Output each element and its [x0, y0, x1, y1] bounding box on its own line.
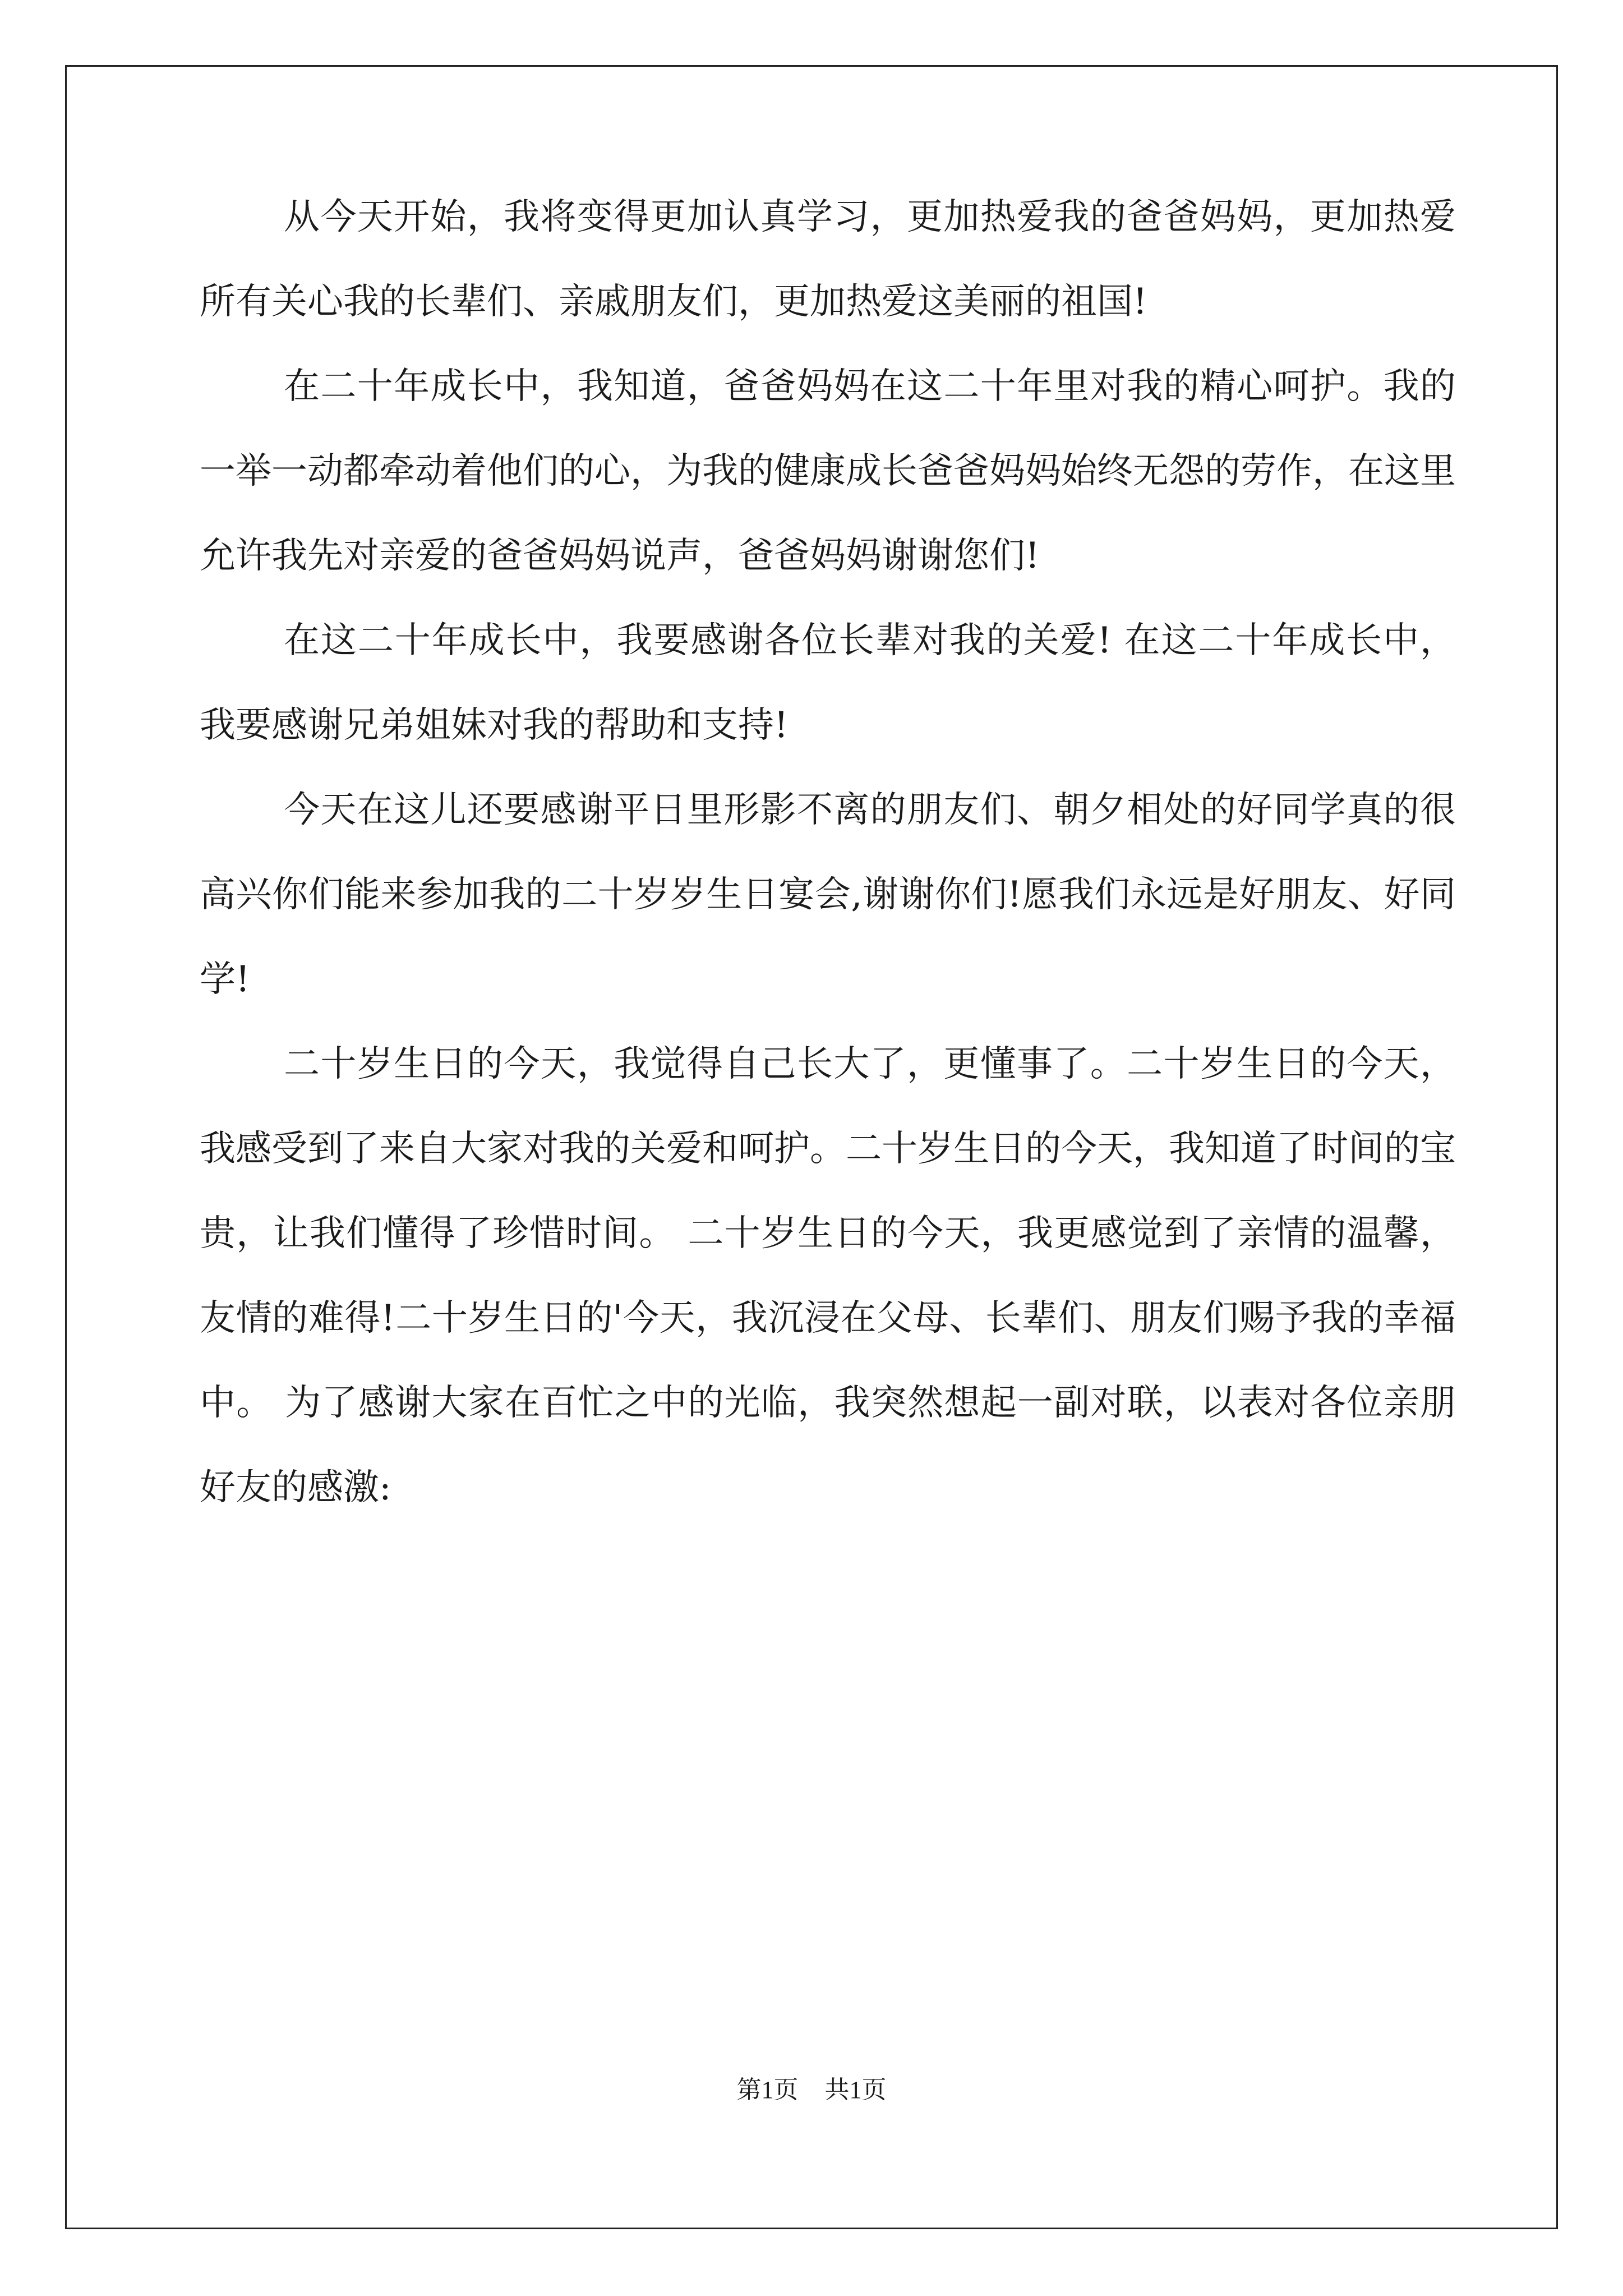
paragraph: 二十岁生日的今天，我觉得自己长大了，更懂事了。二十岁生日的今天，我感受到了来自大家对我的关爱和呵护。二十岁生日的今天，我知道了时间的宝贵，让我们懂得了珍惜时间。 二十岁生日的今天，我更感觉到了亲情的温馨，友情的难得!二十岁生日的'今天，我沉浸在父母、长辈们、朋友们赐予我的幸福中。 为了感谢大家在百忙之中的光临，我突然想起一副对联，以表对各位亲朋好友的感激:: [200, 1043, 1456, 1508]
page-number-total: 共1页: [824, 2076, 887, 2104]
paragraph: 今天在这儿还要感谢平日里形影不离的朋友们、朝夕相处的好同学真的很高兴你们能来参加我的二十岁岁生日宴会,谢谢你们!愿我们永远是好朋友、好同学!: [200, 789, 1456, 1000]
page-number-current: 第1页: [736, 2076, 799, 2104]
paragraph: 从今天开始，我将变得更加认真学习，更加热爱我的爸爸妈妈，更加热爱所有关心我的长辈们、亲戚朋友们，更加热爱这美丽的祖国!: [200, 196, 1456, 323]
page-footer: [0, 2073, 1623, 2107]
paragraph: 在二十年成长中，我知道，爸爸妈妈在这二十年里对我的精心呵护。我的一举一动都牵动着他们的心，为我的健康成长爸爸妈妈始终无怨的劳作，在这里允许我先对亲爱的爸爸妈妈说声，爸爸妈妈谢谢您们!: [200, 366, 1456, 577]
document-body: [200, 175, 1456, 1530]
paragraph: 在这二十年成长中，我要感谢各位长辈对我的关爱! 在这二十年成长中，我要感谢兄弟姐妹对我的帮助和支持!: [200, 620, 1456, 746]
